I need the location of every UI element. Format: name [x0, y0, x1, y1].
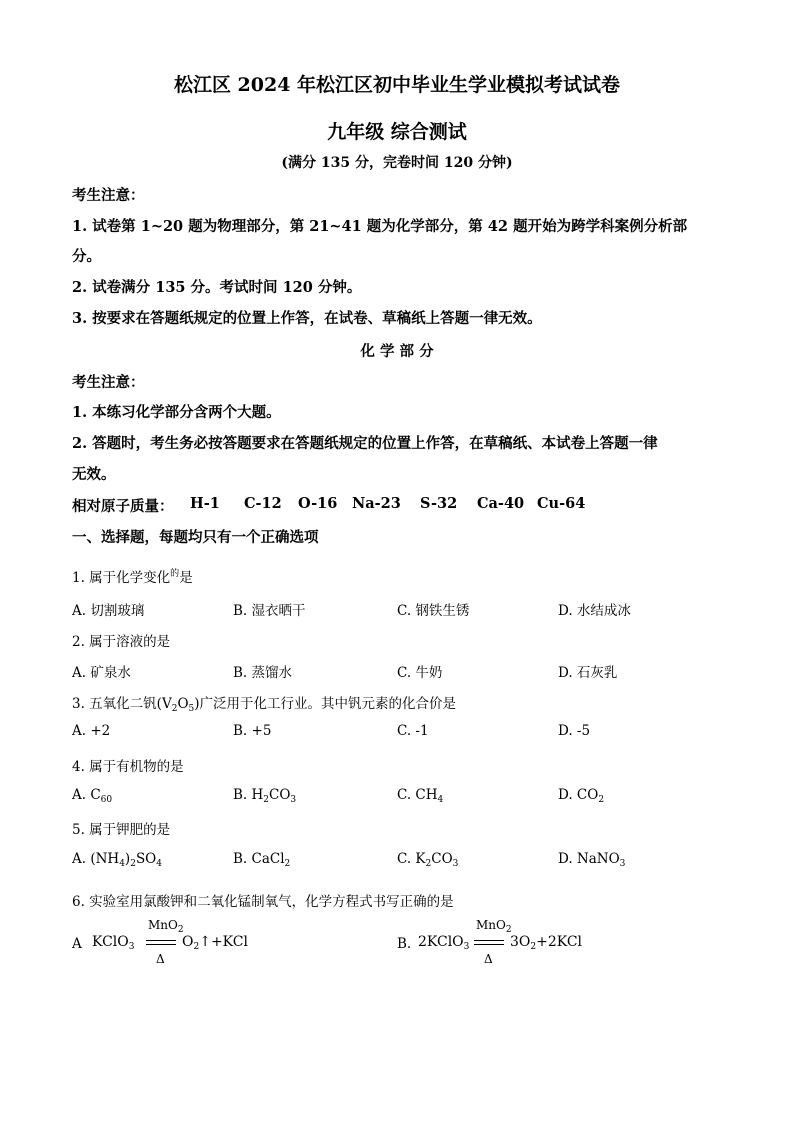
- atomic-mass-c: C-12: [244, 495, 282, 512]
- q2-option-b[interactable]: B. 蒸馏水: [233, 665, 293, 681]
- q6-option-b-label: B.: [397, 936, 412, 952]
- part-1-title: 一、选择题，每题均只有一个正确选项: [72, 529, 319, 546]
- q4-option-c[interactable]: C. $CH_4$: [397, 787, 444, 805]
- q6-option-a-label: A: [72, 936, 82, 952]
- q6-a-products: $O_2↑+KCl$: [182, 934, 248, 952]
- q6-b-products: $3O_2+2KCl$: [510, 934, 583, 952]
- question-6-stem: 6. 实验室用氯酸钾和二氧化锰制氧气，化学方程式书写正确的是: [72, 894, 454, 910]
- exam-meta: (满分 135 分，完卷时间 120 分钟): [281, 155, 513, 171]
- notice-item-3: 3. 按要求在答题纸规定的位置上作答，在试卷、草稿纸上答题一律无效。: [72, 310, 542, 327]
- notice-item-2: 2. 试卷满分 135 分。考试时间 120 分钟。: [72, 279, 362, 296]
- q5-option-a[interactable]: A. $(NH_4)_2SO_4$: [72, 851, 162, 869]
- question-1-stem: 1. 属于化学变化$^的$是: [72, 569, 193, 586]
- notice-item-1-line1: 1. 试卷第 1~20 题为物理部分，第 21~41 题为化学部分，第 42 题开始为跨学科案例分析部: [72, 218, 688, 235]
- atomic-mass-cu: Cu-64: [537, 495, 586, 512]
- atomic-mass-o: O-16: [298, 495, 338, 512]
- q4-option-b[interactable]: B. $H_2CO_3$: [233, 787, 297, 805]
- q1-option-c[interactable]: C. 钢铁生锈: [397, 603, 470, 619]
- q6-b-reactant: 2KClO$_3$: [418, 934, 470, 952]
- q4-option-a[interactable]: A. $C_{60}$: [72, 787, 113, 805]
- q3-option-c[interactable]: C. -1: [397, 723, 429, 739]
- q1-option-d[interactable]: D. 水结成冰: [558, 603, 631, 619]
- q6-b-catalyst: MnO$_2$: [476, 918, 512, 935]
- atomic-mass-h: H-1: [190, 495, 220, 512]
- q3-option-a[interactable]: A. +2: [72, 723, 111, 739]
- chem-notice-heading: 考生注意：: [72, 374, 145, 391]
- q6-a-arrow-top: [146, 940, 176, 941]
- q6-b-arrow-top: [474, 940, 504, 941]
- q5-option-d[interactable]: D. NaNO$_3$: [558, 851, 626, 869]
- question-5-stem: 5. 属于钾肥的是: [72, 822, 171, 838]
- q2-option-a[interactable]: A. 矿泉水: [72, 665, 131, 681]
- q6-a-heat-symbol: Δ: [156, 952, 165, 966]
- chem-notice-item-2-line2: 无效。: [72, 466, 116, 483]
- question-4-stem: 4. 属于有机物的是: [72, 759, 184, 775]
- atomic-mass-s: S-32: [420, 495, 458, 512]
- q3-option-d[interactable]: D. -5: [558, 723, 591, 739]
- exam-subtitle: 九年级 综合测试: [327, 121, 467, 143]
- chem-notice-item-2-line1: 2. 答题时，考生务必按答题要求在答题纸规定的位置上作答，在草稿纸、本试卷上答题一律: [72, 435, 658, 452]
- q2-option-d[interactable]: D. 石灰乳: [558, 665, 618, 681]
- atomic-mass-label: 相对原子质量：: [72, 498, 174, 515]
- chem-notice-item-1: 1. 本练习化学部分含两个大题。: [72, 404, 281, 421]
- atomic-mass-ca: Ca-40: [477, 495, 525, 512]
- q6-a-reactant: KClO$_3$: [92, 934, 135, 952]
- q5-option-c[interactable]: C. $K_2CO_3$: [397, 851, 459, 869]
- question-3-stem: 3. 五氧化二钒$(V_2O_5)$广泛用于化工行业。其中钒元素的化合价是: [72, 696, 457, 714]
- atomic-mass-na: Na-23: [352, 495, 401, 512]
- q5-option-b[interactable]: B. CaCl$_2$: [233, 851, 291, 869]
- q1-option-b[interactable]: B. 湿衣晒干: [233, 603, 306, 619]
- q6-b-arrow-bottom: [474, 944, 504, 945]
- q6-b-heat-symbol: Δ: [484, 952, 493, 966]
- notice-heading: 考生注意：: [72, 187, 145, 204]
- exam-title: 松江区 2024 年松江区初中毕业生学业模拟考试试卷: [173, 74, 621, 96]
- notice-item-1-line2: 分。: [72, 248, 101, 265]
- q3-option-b[interactable]: B. +5: [233, 723, 272, 739]
- q6-a-catalyst: MnO$_2$: [148, 918, 184, 935]
- question-2-stem: 2. 属于溶液的是: [72, 634, 171, 650]
- q4-option-d[interactable]: D. $CO_2$: [558, 787, 605, 805]
- q1-option-a[interactable]: A. 切割玻璃: [72, 603, 145, 619]
- q2-option-c[interactable]: C. 牛奶: [397, 665, 443, 681]
- q6-a-arrow-bottom: [146, 944, 176, 945]
- section-title: 化 学 部 分: [360, 343, 434, 360]
